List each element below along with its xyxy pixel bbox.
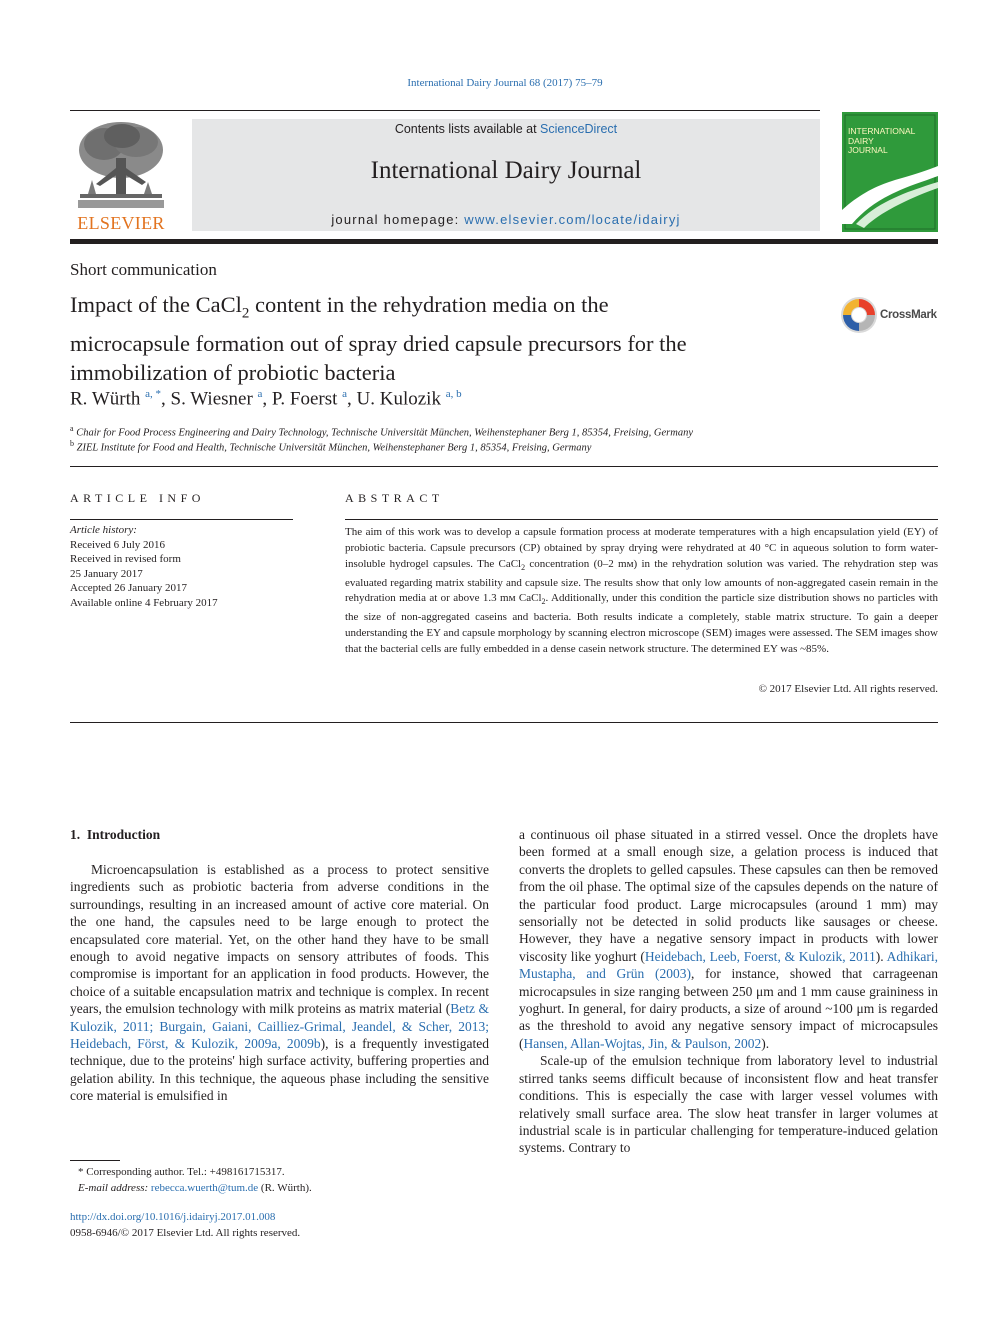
journal-homepage: journal homepage: www.elsevier.com/locate/idairyj [331,212,681,227]
publisher-wordmark: ELSEVIER [77,213,165,233]
crossmark-icon [840,296,878,334]
history-item: Available online 4 February 2017 [70,596,218,609]
doi-link[interactable]: http://dx.doi.org/10.1016/j.idairyj.2017.01.008 [70,1211,276,1223]
paragraph: Scale-up of the emulsion technique from laboratory level to industrial stirred tanks seems difficult because of inconsistent flow and heat transfer conditions. This is especially the case with larger vessel volumes with relatively small surface area. The slow heat transfer in larger volumes at industrial scale is in particular challenging for temperature-induced gelation systems. Contrary to [519,1053,938,1156]
affiliation-b: $^b$ ZIEL Institute for Food and Health, Technische Universität München, Weihenstephaner Berg 1, 85354, Freising, Germany [70,439,592,454]
issn-copyright: 0958-6946/© 2017 Elsevier Ltd. All rights reserved. [70,1227,301,1239]
elsevier-logo[interactable] [70,118,172,234]
reference-link[interactable]: Betz & Kulozik, 2011; Burgain, Gaiani, Cailliez-Grimal, Jeandel, & Scher, 2013; Heidebach, Först, & Kulozik, 2009a, 2009b [70,1001,489,1052]
author-marks[interactable]: a, b [445,388,462,400]
elsevier-tree-icon [74,118,168,210]
author-list: R. Würth $^{a, *}$, S. Wiesner $^a$, P. Foerst $^a$, U. Kulozik $^{a, b}$ [70,388,462,410]
article-title: Impact of the CaCl$_2$ content in the rehydration media on the microcapsule formation out of spray dried capsule precursors for the immobilization of probiotic bacteria [70,292,687,385]
abstract-copyright: © 2017 Elsevier Ltd. All rights reserved. [758,683,938,695]
paragraph: a continuous oil phase situated in a stirred vessel. Once the droplets have been formed at a small enough size, a gelation process is induced that converts the droplets to gelled capsules. These capsules can then be removed from the oil phase. The optimal size of the capsules depends on the nature of the particular food product. Large microcapsules (around 1 mm) may sensorially not be detected in solid products like sausages or cheese. However, they have a negative sensory impact in products with lower viscosity like yoghurt (Heidebach, Leeb, Foerst, & Kulozik, 2011). Adhikari, Mustapha, and Grün (2003), for instance, showed that carrageenan microcapsules in size ranging between 250 μm and 1 mm cause graininess in yoghurt. In general, for dairy products, a size of around ~100 μm is regarded as the threshold to avoid any negative sensory impact of microcapsules (Hansen, Allan-Wojtas, Jin, & Paulson, 2002). [519,827,938,1051]
reference-link[interactable]: Hansen, Allan-Wojtas, Jin, & Paulson, 2002 [523,1035,762,1051]
section-heading-introduction: 1. Introduction [70,827,161,842]
author-name[interactable]: S. Wiesner [170,388,253,410]
journal-cover-thumbnail[interactable] [842,112,938,232]
author-name[interactable]: R. Würth [70,388,141,410]
abstract-heading: ABSTRACT [345,491,444,505]
crossmark-badge[interactable]: CrossMark [840,296,945,334]
reference-link[interactable]: Adhikari, Mustapha, and Grün (2003) [519,948,938,982]
sciencedirect-link[interactable]: ScienceDirect [540,122,618,136]
article-info-rule [70,519,293,520]
author-marks[interactable]: a [257,388,263,400]
email-link[interactable]: rebecca.wuerth@tum.de [150,1181,259,1194]
cover-title: INTERNATIONAL DAIRY JOURNAL [848,126,916,155]
author-marks[interactable]: a, * [145,388,162,400]
paragraph: Microencapsulation is established as a process to protect sensitive ingredients such as probiotic bacteria from adverse conditions in the surroundings, resulting in an increased amount of active core material. On the one hand, the capsules need to be large enough to protect the encapsulated core material. Yet, on the other hand they have to be small enough to avoid negative impacts on sensory attributes of foods. This compromise is important for an application in food products. However, the choice of a suitable encapsulation matrix and technique is complex. In recent years, the emulsion technology with milk proteins as matrix material (Betz & Kulozik, 2011; Burgain, Gaiani, Cailliez-Grimal, Jeandel, & Scher, 2013; Heidebach, Först, & Kulozik, 2009a, 2009b), is a frequently investigated technique, due to the proteins' high surface activity, buffering properties and gelation ability. In this technique, the aqueous phase including the sensitive core material is emulsified in [70,862,490,1104]
affiliation-a: $^a$ Chair for Food Process Engineering and Dairy Technology, Technische Universität München, Weihenstephaner Berg 1, 85354, Freising, Germany [70,424,693,439]
footnote-rule [70,1160,120,1161]
article-type: Short communication [70,260,217,279]
author-name[interactable]: P. Foerst [271,388,338,410]
abstract-rule [345,519,938,520]
journal-name: International Dairy Journal [370,157,642,184]
reference-link[interactable]: Heidebach, Leeb, Foerst, & Kulozik, 2011 [644,948,876,964]
author-name[interactable]: U. Kulozik [356,388,441,410]
header-rule [70,110,820,111]
contents-available-line: Contents lists available at ScienceDirect [394,122,618,136]
article-history: Article history: Received 6 July 2016 Received in revised form 25 January 2017 Accepted 26 January 2017 Available online 4 February 2017 [70,524,218,609]
journal-masthead [192,119,820,231]
history-item: Received in revised form [70,553,181,565]
history-item: Received 6 July 2016 [70,538,166,551]
homepage-link[interactable]: www.elsevier.com/locate/idairyj [464,212,681,227]
corresponding-author-footnote: * Corresponding author. Tel.: +498161715317. E-mail address: rebecca.wuerth@tum.de (R. Würth). [78,1166,312,1194]
history-item: 25 January 2017 [70,567,143,580]
body-column-right [519,826,938,1157]
section-rule [70,466,938,467]
journal-citation[interactable]: International Dairy Journal 68 (2017) 75–79 [407,77,603,89]
abstract-body: The aim of this work was to develop a capsule formation process at moderate temperatures with a high encapsulation yield (EY) of probiotic bacteria. Capsule precursors (CP) obtained by spray drying were rehydrated at 40 °C in aqueous solution to form water-insoluble hydrogel capsules. The CaCl$_2$ concentration (0–2 mᴍ) in the rehydration solution was varied. The rehydration step was evaluated regarding matrix stability and capsule size. The results show that only low amounts of non-aggregated casein remain in the rehydration media at or above 1.3 mᴍ CaCl$_2$. Additionally, under this condition the particle size distribution shows no particles with the size of non-aggregated caseins and bacteria. Both results indicate a completely, stable matrix structure. To gain a deeper understanding the EY and capsule morphology by scanning electron microscope (SEM) images were assessed. The SEM images show that the bacterial cells are fully embedded in a dense casein network structure. The determined EY was ~85%. [345,526,939,655]
section-rule [70,722,938,723]
article-info-heading: ARTICLE INFO [70,491,205,505]
author-marks[interactable]: a [342,388,348,400]
history-item: Accepted 26 January 2017 [70,582,187,594]
masthead-thick-rule [70,239,938,244]
body-column-left [70,861,489,1105]
